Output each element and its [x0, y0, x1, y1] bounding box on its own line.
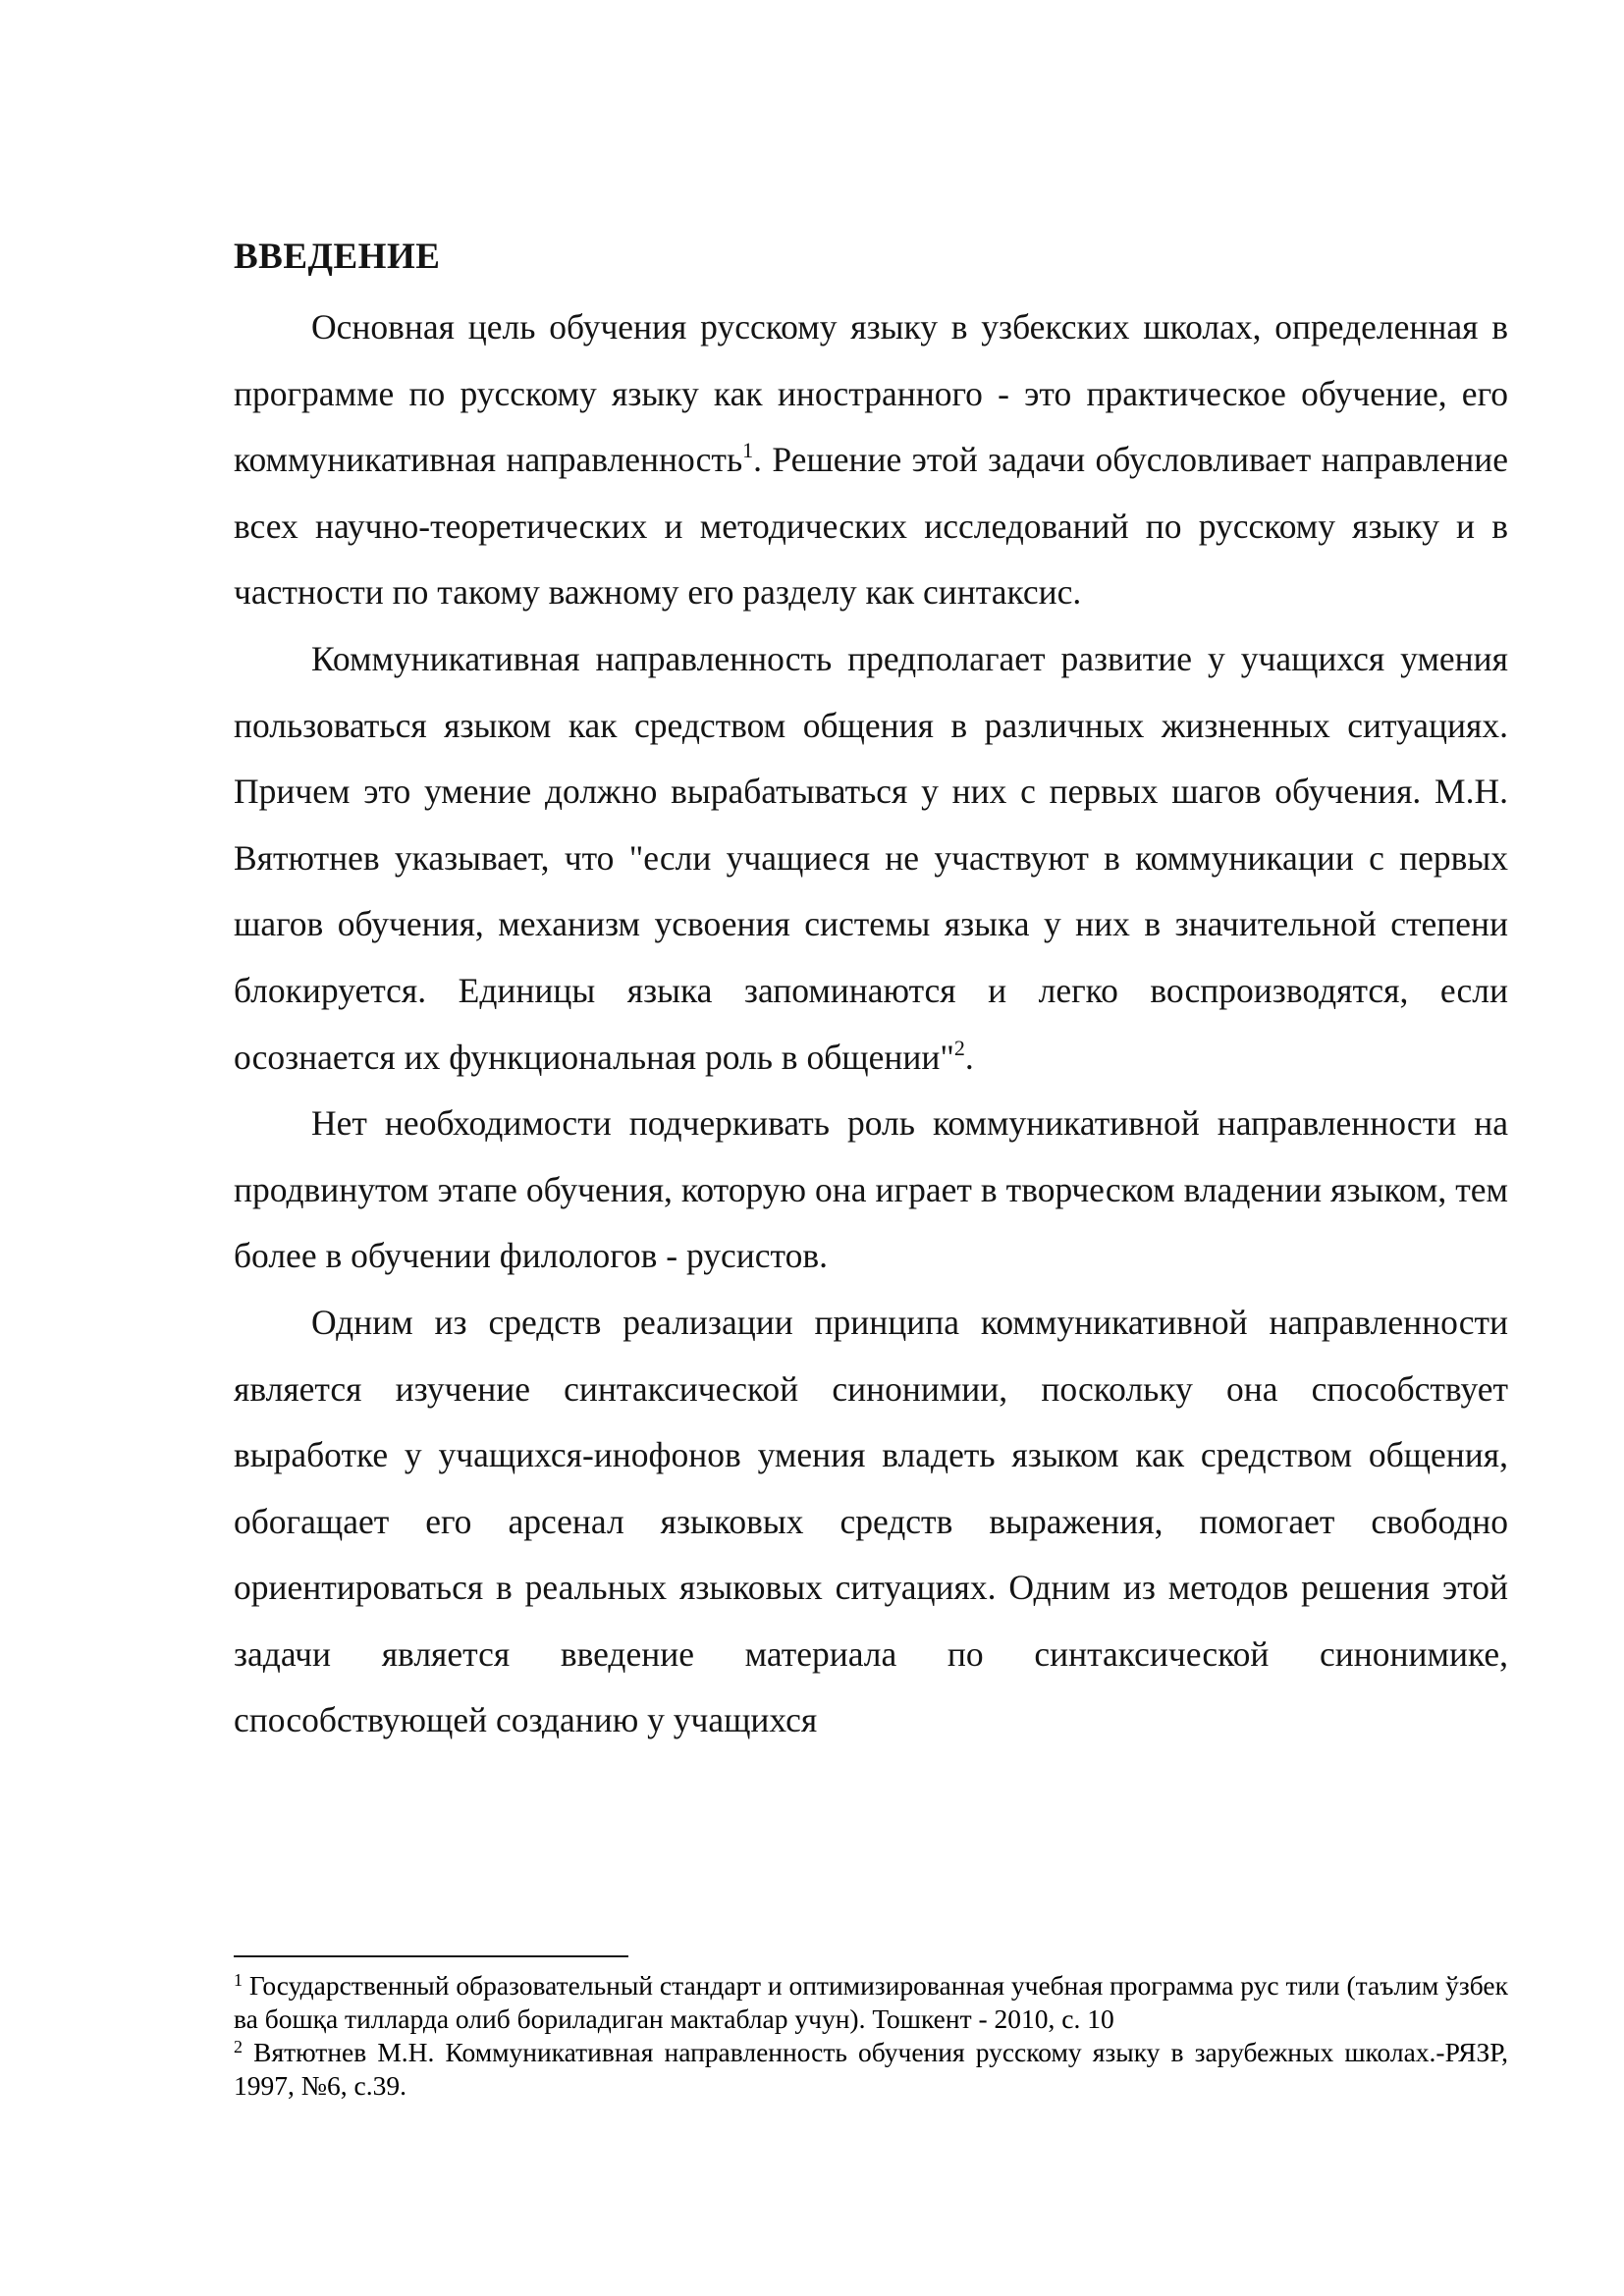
footnote-2-mark: 2 — [234, 2037, 243, 2056]
footnote-1-mark: 1 — [234, 1970, 243, 1990]
paragraph-1 — [234, 294, 1508, 626]
footnote-2 — [234, 2036, 1508, 2103]
footnote-ref-1: 1 — [742, 438, 754, 463]
paragraph-1-text-b: . Решение этой задачи обусловливает направление всех научно-теоретических и методических исследований по русскому языку и в частности по такому важному его разделу как синтаксис. — [234, 440, 1508, 613]
footnote-2-text: Вятютнев М.Н. Коммуникативная направленность обучения русскому языку в зарубежных школах.-РЯЗР, 1997, №6, с.39. — [234, 2037, 1508, 2101]
paragraph-4: Одним из средств реализации принципа коммуникативной направленности является изучение синтаксической синонимии, поскольку она способствует выработке у учащихся-инофонов умения владеть языком как средством общения, обогащает его арсенал языковых средств выражения, помогает свободно ориентироваться в реальных языковых ситуациях. Одним из методов решения этой задачи является введение материала по синтаксической синонимике, способствующей созданию у учащихся — [234, 1302, 1508, 1740]
footnote-ref-2: 2 — [953, 1035, 965, 1060]
footnotes — [234, 1969, 1508, 2103]
paragraph-2-text-b: . — [964, 1037, 974, 1077]
footnote-separator — [234, 1955, 628, 1957]
footnote-1 — [234, 1969, 1508, 2036]
paragraph-3: Нет необходимости подчеркивать роль коммуникативной направленности на продвинутом этапе обучения, которую она играет в творческом владении языком, тем более в обучении филологов - русистов. — [234, 1103, 1508, 1276]
paragraph-1-text-a: Основная цель обучения русскому языку в узбекских школах, определенная в программе по русскому языку как иностранного - это практическое обучение, его коммуникативная направленность — [234, 307, 1508, 480]
paragraph-2-text-a: Коммуникативная направленность предполагает развитие у учащихся умения пользоваться языком как средством общения в различных жизненных ситуациях. Причем это умение должно вырабатываться у них с первых шагов обучения. М.Н. Вятютнев указывает, что "если учащиеся не участвуют в коммуникации с первых шагов обучения, механизм усвоения системы языка у них в значительной степени блокируется. Единицы языка запоминаются и легко воспроизводятся, если осознается их функциональная роль в общении" — [234, 638, 1508, 1077]
paragraph-2 — [234, 626, 1508, 1091]
footnote-1-text: Государственный образовательный стандарт и оптимизированная учебная программа рус тили (таълим ўзбек ва бошқа тилларда олиб бориладиган мактаблар учун). Тошкент - 2010, с. 10 — [234, 1970, 1508, 2034]
section-heading: ВВЕДЕНИЕ — [234, 237, 441, 277]
